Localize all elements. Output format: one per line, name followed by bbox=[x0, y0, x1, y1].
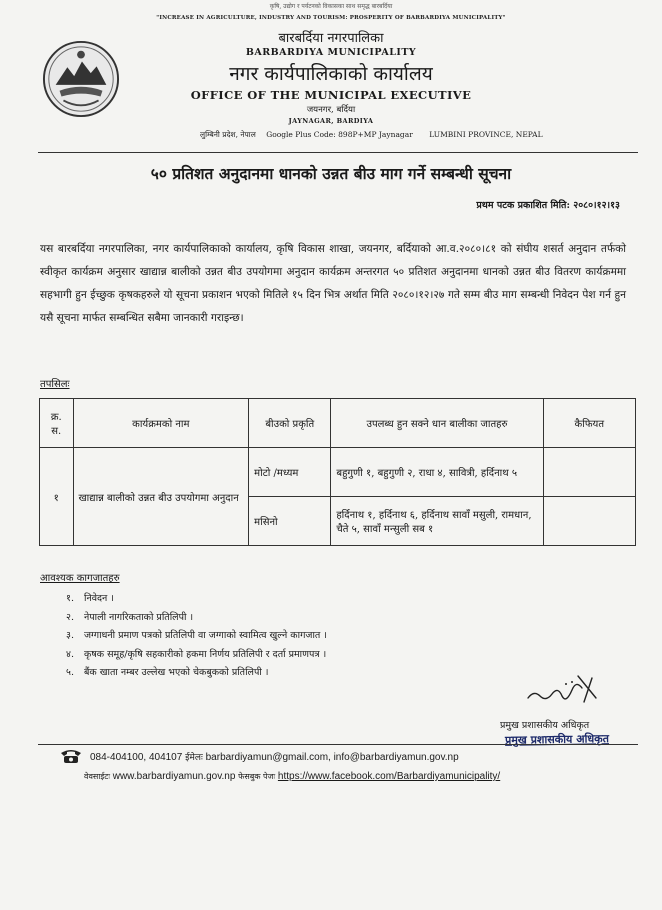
header-divider bbox=[38, 152, 638, 153]
letterhead-top-line: कृषि, उद्योग र पर्यटनको विकासका साथ समृद्ध बारबर्दिया bbox=[269, 3, 393, 10]
published-date: प्रथम पटक प्रकाशित मिति: २०८०।१२।१३ bbox=[476, 200, 620, 211]
row-seed-type-coarse: मोटो /मध्यम bbox=[249, 448, 331, 497]
footer-facebook-link[interactable]: https://www.facebook.com/Barbardiyamunicipality/ bbox=[277, 771, 501, 782]
municipality-name-en: BARBARDIYA MUNICIPALITY bbox=[245, 47, 417, 58]
footer-phones: 084-404100, 404107 bbox=[90, 752, 183, 763]
footer-web bbox=[84, 771, 500, 782]
facebook-label: फेसबुक पेजः bbox=[238, 772, 276, 781]
details-label: तपसिलः bbox=[40, 379, 70, 390]
google-plus-code: Google Plus Code: 898P+MP Jaynagar bbox=[266, 130, 413, 139]
header-remarks: कैफियत bbox=[543, 399, 635, 448]
telephone-icon bbox=[60, 748, 82, 764]
header-seed-type: बीउको प्रकृति bbox=[249, 399, 331, 448]
list-item: ३. जग्गाधनी प्रमाण पत्रको प्रतिलिपी वा जग्गाको स्वामित्व खुल्ने कागजात । bbox=[66, 630, 327, 641]
header-varieties: उपलब्ध हुन सक्ने धान बालीका जातहरु bbox=[331, 399, 543, 448]
row-sn: १ bbox=[40, 448, 74, 546]
office-name-np: नगर कार्यपालिकाको कार्यालय bbox=[229, 63, 433, 85]
details-table bbox=[39, 398, 636, 546]
row-remarks-fine bbox=[543, 497, 635, 546]
footer-contact bbox=[90, 750, 459, 763]
signature-icon bbox=[522, 668, 606, 710]
province-np: लुम्बिनी प्रदेश, नेपाल bbox=[200, 130, 256, 139]
row-seed-type-fine: मसिनो bbox=[249, 497, 331, 546]
website-label: वेवसाईटः bbox=[84, 772, 110, 781]
footer-divider bbox=[38, 744, 638, 745]
table-header-row bbox=[40, 399, 636, 448]
email-label: ईमेलः bbox=[185, 753, 203, 763]
letterhead-address-row bbox=[200, 130, 551, 140]
signatory-stamp: प्रमुख प्रशासकीय अधिकृत bbox=[504, 732, 610, 747]
table-row bbox=[40, 448, 636, 497]
signatory-title: प्रमुख प्रशासकीय अधिकृत bbox=[500, 720, 590, 731]
list-item: ४. कृषक समूह/कृषि सहकारीको हकमा निर्णय प्रतिलिपी र दर्ता प्रमाणपत्र । bbox=[66, 648, 327, 660]
footer-emails[interactable]: barbardiyamun@gmail.com, info@barbardiyamun.gov.np bbox=[205, 752, 459, 763]
row-varieties-coarse: बहुगुणी १, बहुगुणी २, राधा ४, सावित्री, हर्दिनाथ ५ bbox=[331, 448, 543, 497]
header-program: कार्यक्रमको नाम bbox=[73, 399, 249, 448]
list-item: ५. बैंक खाता नम्बर उल्लेख भएको चेकबुकको प्रतिलिपी । bbox=[66, 667, 269, 678]
row-program: खाद्यान्न बालीको उन्नत बीउ उपयोगमा अनुदान bbox=[73, 448, 249, 546]
footer-website[interactable]: www.barbardiyamun.gov.np bbox=[112, 771, 236, 782]
header-sn: क्र. स. bbox=[40, 399, 74, 448]
documents-label: आवश्यक कागजातहरु bbox=[40, 573, 120, 584]
notice-body: यस बारबर्दिया नगरपालिका, नगर कार्यपालिकाको कार्यालय, कृषि विकास शाखा, जयनगर, बर्दियाको आ.व.२०८०।८१ को संघीय शसर्त अनुदान तर्फको स्वीकृत कार्यक्रम अनुसार खाद्यान्न बालीको उन्नत बीउ उपयोगमा अनुदान कार्यक्रम अन्तरगत ५० प्रतिशत अनुदानमा धानको उन्नत बीउ वितरण कार्यक्रममा सहभागी हुन ईच्छुक कृषकहरुले यो सूचना प्रकाशन भएको मितिले १५ दिन भित्र अर्थात मिति २०८०।१२।२७ गते सम्म बीउ माग सम्बन्धी निवेदन पेश गर्न हुन यसै सूचना मार्फत सम्बन्धित सबैमा जानकारी गराइन्छ। bbox=[40, 243, 626, 324]
municipality-name-np: बारबर्दिया नगरपालिका bbox=[278, 31, 384, 46]
letterhead-motto: "INCREASE IN AGRICULTURE, INDUSTRY AND TOURISM: PROSPERITY OF BARBARDIYA MUNICIPALITY" bbox=[156, 15, 506, 21]
documents-list bbox=[66, 590, 327, 683]
province-en: LUMBINI PROVINCE, NEPAL bbox=[429, 130, 543, 139]
place-np: जयनगर, बर्दिया bbox=[306, 105, 356, 115]
list-item: २. नेपाली नागरिकताको प्रतिलिपी । bbox=[66, 611, 194, 623]
office-name-en: OFFICE OF THE MUNICIPAL EXECUTIVE bbox=[190, 88, 472, 102]
row-remarks-coarse bbox=[543, 448, 635, 497]
row-varieties-fine: हर्दिनाथ १, हर्दिनाथ ६, हर्दिनाथ सावाँ मसुली, रामधान, चैते ५, सावाँ मन्सुली सब १ bbox=[331, 497, 543, 546]
place-en: JAYNAGAR, BARDIYA bbox=[288, 117, 374, 125]
notice-title: ५० प्रतिशत अनुदानमा धानको उन्नत बीउ माग गर्ने सम्बन्धी सूचना bbox=[150, 164, 512, 183]
list-item: १. निवेदन । bbox=[66, 593, 114, 604]
